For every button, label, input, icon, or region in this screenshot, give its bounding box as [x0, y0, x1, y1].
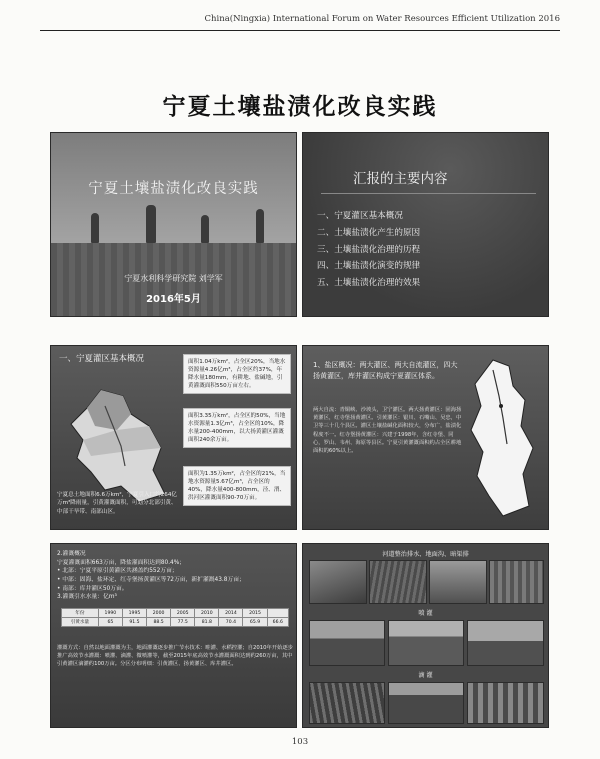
slide-title — [50, 132, 297, 317]
photo-sprinkler-1 — [309, 620, 385, 666]
photo-drip-3 — [467, 682, 544, 724]
ningxia-map-icon — [61, 386, 179, 506]
info-box-north: 面积1.04万km²，占全区20%，当地水资源量4.26亿m³，占全区约37%，年降水量180mm，有耕地、盐碱地，引黄灌溉面积550万亩左右。 — [183, 354, 291, 394]
slide1-title: 宁夏土壤盐渍化改良实践 — [88, 181, 259, 197]
photo-sprinkler-2 — [388, 620, 464, 666]
table-cell: 引黄水量 — [62, 618, 99, 627]
table-cell: 2010 — [195, 609, 219, 618]
water-volume-table — [61, 608, 289, 627]
photo-caption-drip: 滴 灌 — [418, 672, 433, 679]
page-number: 103 — [291, 737, 309, 747]
table-cell: 2014 — [219, 609, 243, 618]
info-box-south: 面积为1.35万km²，占全区的21%，当地水资源量5.67亿m³，占全区的40%，降水量400-800mm，泾、渭、洪河区灌溉面积90-70万亩。 — [183, 466, 291, 506]
slide-outline — [302, 132, 549, 317]
info-box-central: 面积3.35万km²，占全区的50%，当地水资源量1.3亿m³，占全区的10%，降水量200-400mm，以大扬黄灌区灌溉面积240余万亩。 — [183, 408, 291, 448]
slide2-rule — [321, 193, 536, 194]
photo-drip-1 — [309, 682, 385, 724]
tree-shape — [256, 209, 264, 243]
table-cell: 77.5 — [171, 618, 195, 627]
table-cell: 1995 — [122, 609, 146, 618]
outline-item: 一、宁夏灌区基本概况 — [317, 211, 403, 221]
photo-sprinkler-3 — [467, 620, 544, 666]
table-cell: 2015 — [243, 609, 267, 618]
slide-overview — [50, 345, 297, 530]
tree-shape — [91, 213, 99, 243]
header-rule — [40, 30, 560, 31]
journal-header: China(Ningxia) International Forum on Water Resources Efficient Utilization 2016 — [204, 14, 560, 24]
table-cell: 65.9 — [243, 618, 267, 627]
outline-list — [317, 209, 420, 293]
photo-field-drain — [429, 560, 487, 604]
slide4-detail: 两大自流：青铜峡、沙坡头，卫宁灌区。两大扬黄灌区：固海扬黄灌区，红寺堡扬黄灌区。引黄灌区：银川、石嘴山、吴忠，中卫等三十几个县区。灌区土壤盐碱化面积较大，分布广，盐渍化程度不一。红寺堡扬黄灌区：兴建于1998年，含红寺堡、同心，罗山、韦州、海原等县区。宁夏引黄灌溉面积约占全区耕地面积的60%以上。 — [313, 407, 462, 455]
table-cell: 91.5 — [122, 618, 146, 627]
outline-item: 五、土壤盐渍化治理的效果 — [317, 278, 421, 289]
table-cell: 年份 — [62, 609, 99, 618]
slide3-heading: 一、宁夏灌区基本概况 — [59, 354, 145, 364]
slide5-lower-text: 灌溉方式：自然以地面灌溉为主，地面灌溉逐步推广节水技术：畦灌、水稻控灌；自2010年开始逐步推广高效节水灌溉：喷灌、滴灌、微喷灌等，截至2015年底高效节水灌溉面积达到约260万亩，其中引黄灌区滴灌约100万亩。分区分布明细：引黄灌区、扬黄灌区、库井灌区。 — [57, 645, 293, 668]
photo-drip-2 — [388, 682, 464, 724]
table-cell: 70.4 — [219, 618, 243, 627]
slide2-heading: 汇报的主要内容 — [353, 171, 448, 187]
photo-caption-top: 河道整治排水、地面沟、暗渠排 — [382, 551, 469, 558]
tree-shape — [146, 205, 156, 243]
slide3-summary: 宁夏总土地面积6.6万km²，宁夏引入口约264亿万m³降雨量，引黄灌溉面积，可划分北部引黄、中部干旱带、南部山区。 — [57, 492, 178, 515]
tree-shape — [201, 215, 209, 243]
outline-item: 二、土壤盐渍化产生的原因 — [317, 227, 421, 238]
slide1-author: 宁夏水利科学研究院 刘学军 — [124, 274, 223, 283]
table-cell: 2005 — [171, 609, 195, 618]
photo-caption-sprinkler: 喷 灌 — [418, 610, 433, 617]
page-title: 宁夏土壤盐渍化改良实践 — [162, 94, 438, 120]
irrigation-map-icon — [463, 356, 543, 521]
table-cell: 88.5 — [147, 618, 171, 627]
slide-irrigation-data — [50, 543, 297, 728]
table-row — [62, 609, 289, 618]
outline-item: 三、土壤盐渍化治理的历程 — [317, 244, 421, 255]
table-cell: 65 — [98, 618, 122, 627]
table-cell — [267, 609, 288, 618]
table-cell: 66.6 — [267, 618, 288, 627]
photo-drainage-ditch — [309, 560, 367, 604]
slide4-intro: 1、盐区概况：两大灌区、两大自流灌区，四大扬黄灌区，库井灌区构成宁夏灌区体系。 — [313, 361, 458, 380]
outline-item: 四、土壤盐渍化演变的规律 — [317, 261, 421, 272]
table-cell: 2000 — [147, 609, 171, 618]
table-cell: 81.8 — [195, 618, 219, 627]
photo-drainage-channel — [369, 560, 427, 604]
slide1-date: 2016年5月 — [146, 294, 201, 305]
slide5-text: 2.灌溉概况 宁夏灌溉面积663万亩，降盐灌面积达到80.4%； • 北部：宁夏平原引黄灌区共涵盖约552万亩； • 中部：固海、盐环定、红寺堡扬黄灌区等72万亩，新扩灌溉43.8万亩； • 南部：库井灌区50万亩。 3.灌溉引水水量：亿m³ — [57, 551, 245, 601]
photo-subsurface-drain — [489, 560, 544, 604]
table-cell: 1990 — [98, 609, 122, 618]
slide-photos — [302, 543, 549, 728]
table-row — [62, 618, 289, 627]
slide-irrigation-regions — [302, 345, 549, 530]
